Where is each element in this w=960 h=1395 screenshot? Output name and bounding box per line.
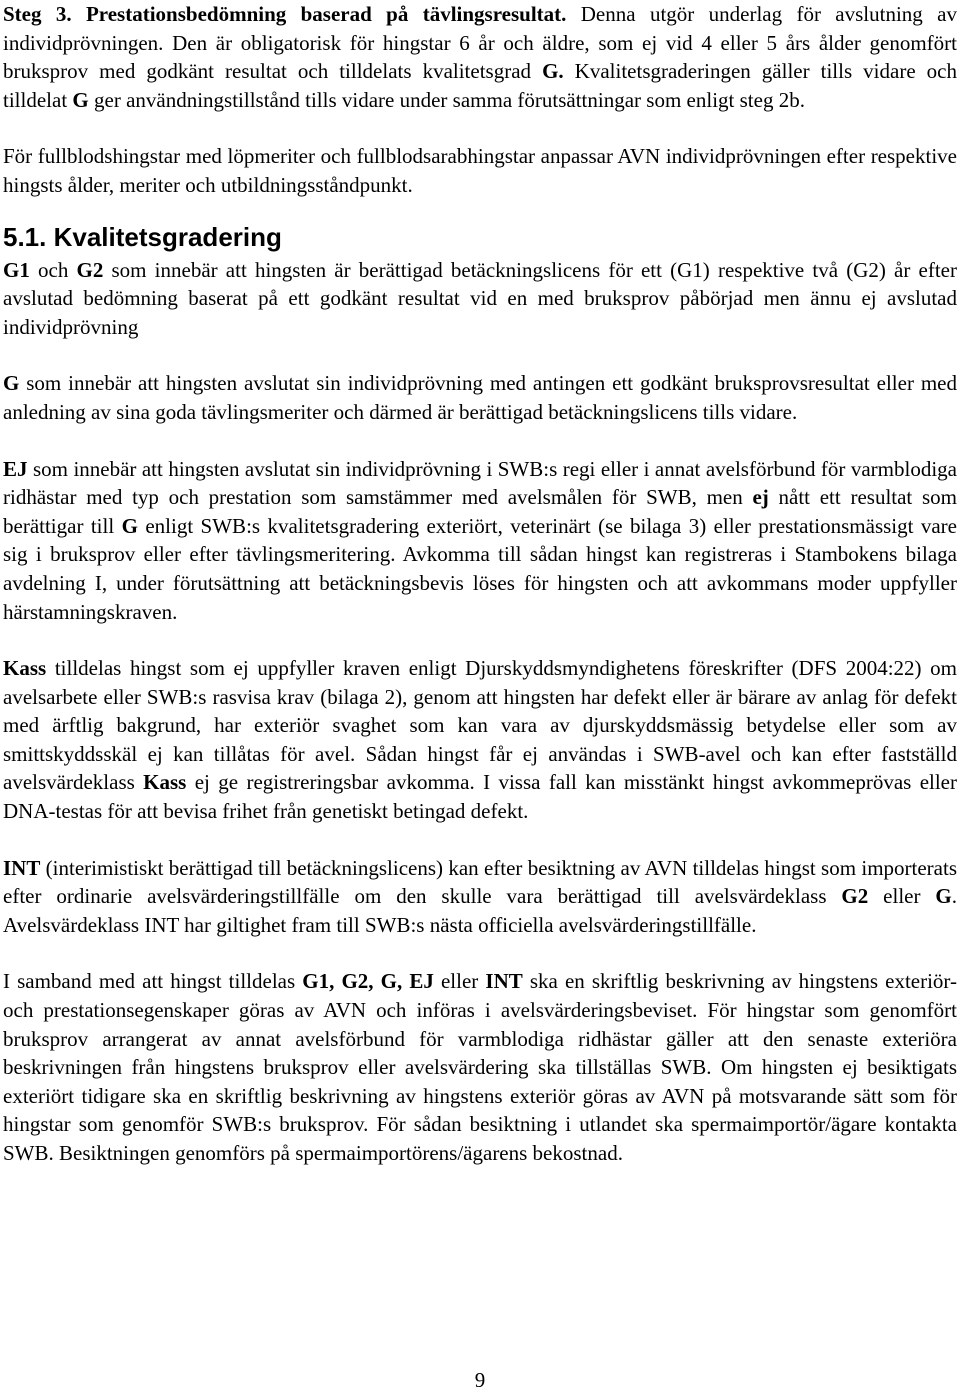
- paragraph-step3: Steg 3. Prestationsbedömning baserad på tävlingsresultat. Denna utgör underlag för avslutning av individprövningen. Den är obligatorisk för hingstar 6 år och äldre, som ej vid 4 eller 5 års ålder genomfört bruksprov med godkänt resultat och tilldelats kvalitetsgrad G. Kvalitetsgraderingen gäller tills vidare och tilldelat G ger användningstillstånd tills vidare under samma förutsättningar som enligt steg 2b.: [3, 2, 957, 112]
- paragraph-g1-g2: G1 och G2 som innebär att hingsten är berättigad betäckningslicens för ett (G1) respektive två (G2) år efter avslutad bedömning baserat på ett godkänt resultat vid en med bruksprov påbörjad men ännu ej avslutad individprövning: [3, 257, 957, 339]
- paragraph-kass: Kass tilldelas hingst som ej uppfyller kraven enligt Djurskyddsmyndighetens föreskrifter (DFS 2004:22) om avelsarbete eller SWB:s rasvisa krav (bilaga 2), genom att hingsten har defekt eller är bärare av anlag för defekt med ärftlig bakgrund, har exteriör svaghet som kan vara av djurskyddsmässig betydelse eller som av smittskyddsskäl ej kan tillåtas för avel. Sådan hingst får ej användas i SWB-avel och kan efter fastställd avelsvärdeklass Kass ej ge registreringsbar avkomma. I vissa fall kan misstänkt hingst avkommeprövas eller DNA-testas för att bevisa frihet från genetiskt betingad defekt.: [3, 656, 957, 824]
- paragraph-fullblod: För fullblodshingstar med löpmeriter och fullblodsarabhingstar anpassar AVN individprövningen efter respektive hingsts ålder, meriter och utbildningsståndpunkt.: [3, 144, 957, 197]
- paragraph-ej: EJ som innebär att hingsten avslutat sin individprövning i SWB:s regi eller i annat avelsförbund för varmblodiga ridhästar med typ och prestation som samstämmer med avelsmålen för SWB, men ej nått ett resultat som berättigar till G enligt SWB:s kvalitetsgradering exteriört, veterinärt (se bilaga 3) eller prestationsmässigt vare sig i bruksprov eller efter tävlingsmeritering. Avkomma till sådan hingst kan registreras i Stambokens bilaga avdelning I, under förutsättning att betäckningsbevis löses för hingsten och att avkommans moder uppfyller härstamningskraven.: [3, 456, 957, 624]
- paragraph-samband: I samband med att hingst tilldelas G1, G2, G, EJ eller INT ska en skriftlig beskrivning av hingstens exteriör- och prestationsegenskaper göras av AVN och införas i avelsvärderingsbeviset. För hingstar som genomfört bruksprov arrangerat av annat avelsförbund för varmblodiga ridhästar gäller att den senaste exteriöra beskrivningen från hingstens bruksprov eller avelsvärdering ska tillställas SWB. Om hingsten ej besiktigats exteriört tidigare ska en skriftlig beskrivning av hingstens exteriör göras av AVN på motsvarande sätt som för hingstar som genomför SWB:s bruksprov. För sådan besiktning i utlandet ska spermaimportör/ägare kontakta SWB. Besiktningen genomförs på spermaimportörens/ägarens bekostnad.: [3, 969, 957, 1165]
- section-heading: 5.1. Kvalitetsgradering: [3, 221, 282, 252]
- page-number: 9: [474, 1368, 486, 1392]
- document-page: [3, 0, 957, 1168]
- step3-heading: Steg 3. Prestationsbedömning baserad på tävlingsresultat.: [3, 2, 567, 26]
- paragraph-g: G som innebär att hingsten avslutat sin individprövning med antingen ett godkänt bruksprovsresultat eller med anledning av sina goda tävlingsmeriter och därmed är berättigad betäckningslicens tills vidare.: [3, 371, 957, 424]
- paragraph-int: INT (interimistiskt berättigad till betäckningslicens) kan efter besiktning av AVN tilldelas hingst som importerats efter ordinarie avelsvärderingstillfälle om den skulle vara berättigad till avelsvärdeklass G2 eller G. Avelsvärdeklass INT har giltighet fram till SWB:s nästa officiella avelsvärderingstillfälle.: [3, 855, 958, 937]
